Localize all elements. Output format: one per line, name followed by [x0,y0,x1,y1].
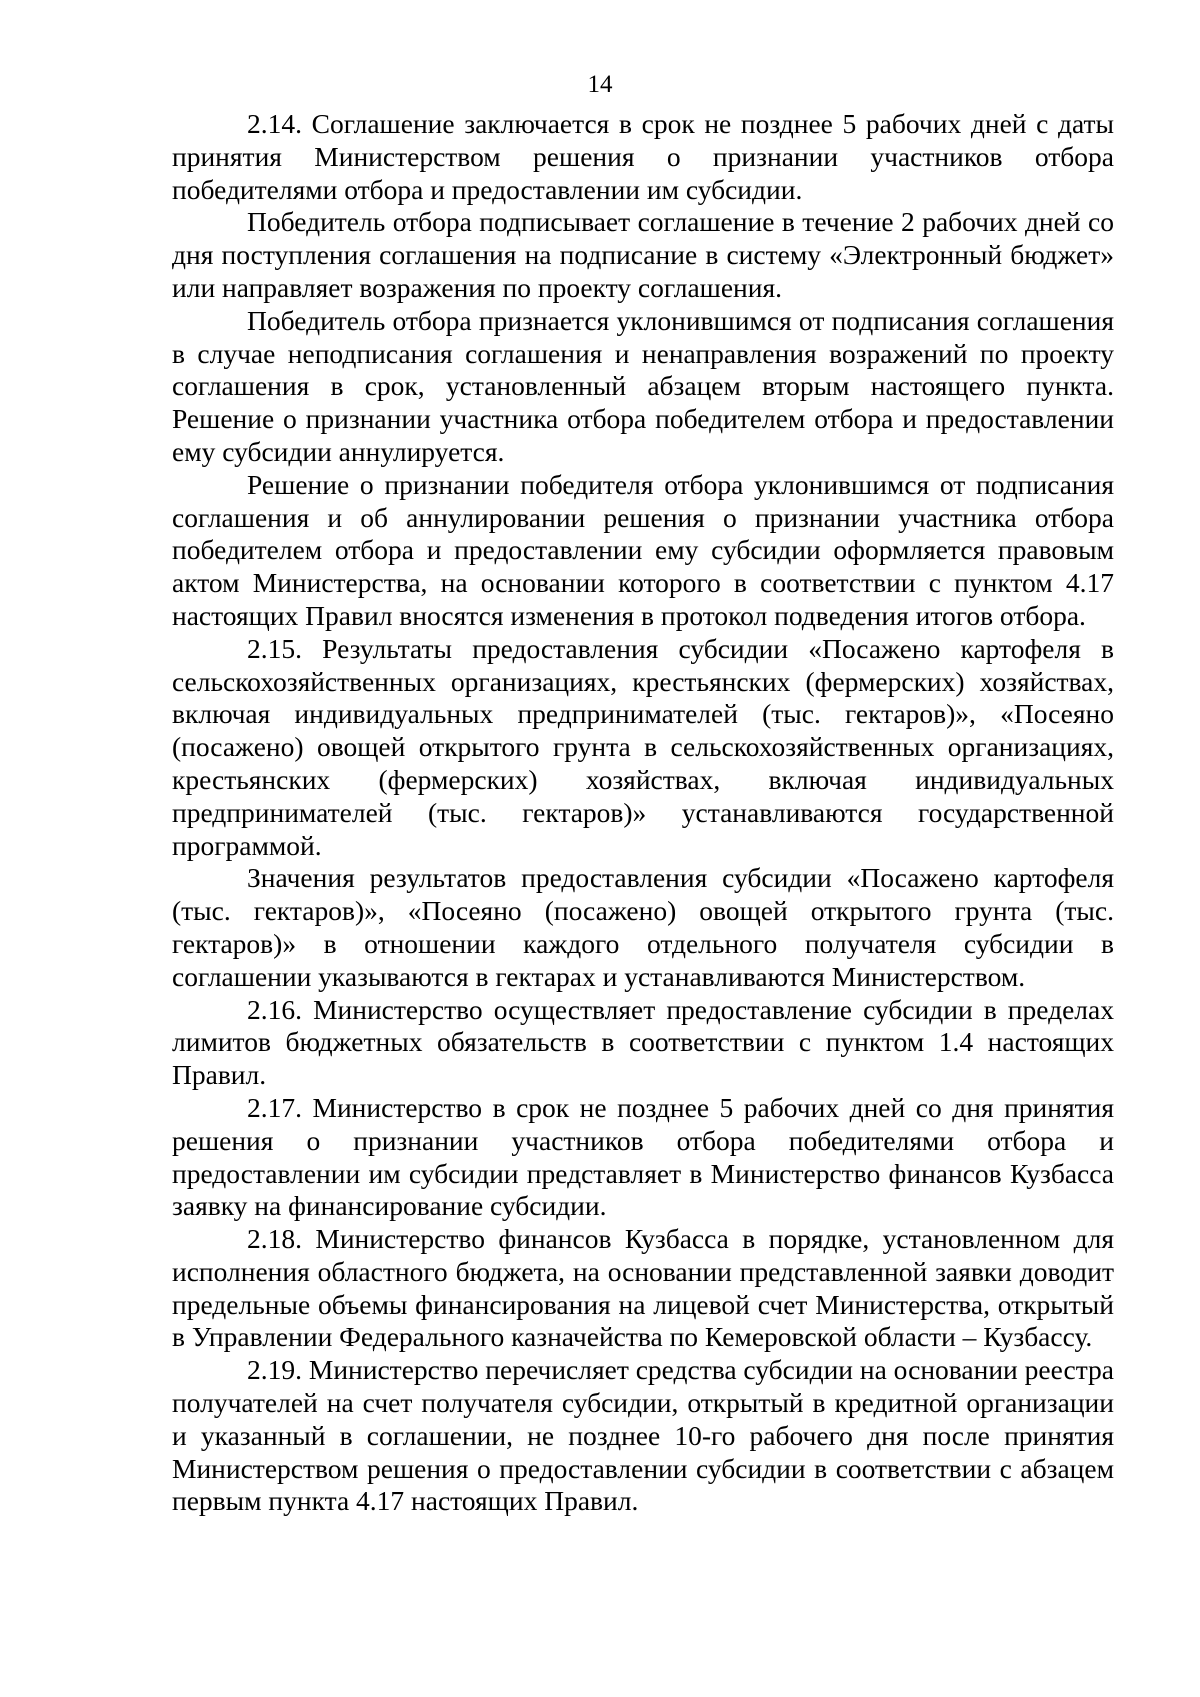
paragraph-result-values: Значения результатов предоставления субсидии «Посажено картофеля (тыс. гектаров)», «Посеяно (посажено) овощей открытого грунта (тыс. гектаров)» в отношении каждого отдельного получателя субсидии в соглашении указываются в гектарах и устанавливаются Министерством. [172,862,1114,992]
paragraph-signing-deadline: Победитель отбора подписывает соглашение в течение 2 рабочих дней со дня поступления соглашения на подписание в систему «Электронный бюджет» или направляет возражения по проекту соглашения. [172,206,1114,303]
paragraph-2-15: 2.15. Результаты предоставления субсидии «Посажено картофеля в сельскохозяйственных организациях, крестьянских (фермерских) хозяйствах, включая индивидуальных предпринимателей (тыс. гектаров)», «Посеяно (посажено) овощей открытого грунта в сельскохозяйственных организациях, крестьянских (фермерских) хозяйствах, включая индивидуальных предпринимателей (тыс. гектаров)» устанавливаются государственной программой. [172,632,1114,861]
paragraph-2-14: 2.14. Соглашение заключается в срок не позднее 5 рабочих дней с даты принятия Министерством решения о признании участников отбора победителями отбора и предоставлении им субсидии. [172,108,1114,205]
paragraph-2-17: 2.17. Министерство в срок не позднее 5 рабочих дней со дня принятия решения о признании участников отбора победителями отбора и предоставлении им субсидии представляет в Министерство финансов Кузбасса заявку на финансирование субсидии. [172,1091,1114,1222]
paragraph-evasion-decision: Решение о признании победителя отбора уклонившимся от подписания соглашения и об аннулировании решения о признании участника отбора победителем отбора и предоставлении ему субсидии оформляется правовым актом Министерства, на основании которого в соответствии с пунктом 4.17 настоящих Правил вносятся изменения в протокол подведения итогов отбора. [172,468,1114,631]
paragraph-evasion: Победитель отбора признается уклонившимся от подписания соглашения в случае неподписания соглашения и ненаправления возражений по проекту соглашения в срок, установленный абзацем вторым настоящего пункта. Решение о признании участника отбора победителем отбора и предоставлении ему субсидии аннулируется. [172,304,1114,467]
paragraph-2-16: 2.16. Министерство осуществляет предоставление субсидии в пределах лимитов бюджетных обязательств в соответствии с пунктом 1.4 настоящих Правил. [172,993,1114,1091]
document-body [172,108,1114,1518]
paragraph-2-19: 2.19. Министерство перечисляет средства субсидии на основании реестра получателей на счет получателя субсидии, открытый в кредитной организации и указанный в соглашении, не позднее 10-го рабочего дня после принятия Министерством решения о предоставлении субсидии в соответствии с абзацем первым пункта 4.17 настоящих Правил. [172,1354,1115,1517]
paragraph-2-18: 2.18. Министерство финансов Кузбасса в порядке, установленном для исполнения областного бюджета, на основании представленной заявки доводит предельные объемы финансирования на лицевой счет Министерства, открытый в Управлении Федерального казначейства по Кемеровской области – Кузбассу. [172,1223,1114,1353]
page-number: 14 [587,71,613,98]
